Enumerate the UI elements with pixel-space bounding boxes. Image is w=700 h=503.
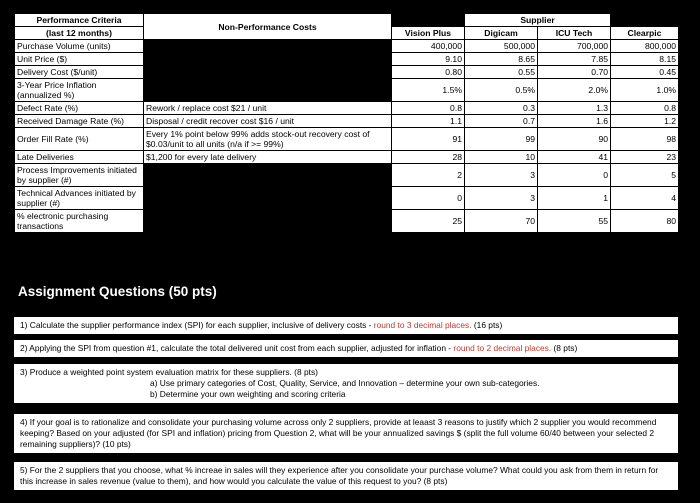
npc-header: Non-Performance Costs [144, 14, 392, 40]
supplier-header: Supplier [465, 14, 611, 27]
table-row: Order Fill Rate (%) Every 1% point below 99% adds stock-out recovery cost of $0.03/unit to all units (n/a if >= 99%) 91 99 90 98 [15, 128, 679, 151]
question-5: 5) For the 2 suppliers that you choose, what % increae in sales will they experience after you consolidate your purchase volume? What could you ask from them in return for this increase in sales revenue (value to them), and how would you calculate the value of this request to you? (8 pts) [14, 462, 678, 490]
criteria-header: Performance Criteria [15, 14, 144, 27]
table-row: Process Improvements initiated by supplier (#) 2 3 0 5 [15, 164, 679, 187]
performance-table [14, 13, 679, 233]
supplier-name: Clearpic [611, 27, 679, 40]
question-4: 4) If your goal is to rationalize and consolidate your purchasing volume across only 2 suppliers, provide at leaast 3 reasons to justify which 2 supplier you would recommend keeping? Based on your adjusted (for SPI and inflation) pricing from Question 2, what will be your annualized savings $ (split the full volume 60/40 between your selected 2 remaining suppliers)? (10 pts) [14, 414, 678, 453]
table-row: % electronic purchasing transactions 25 70 55 80 [15, 210, 679, 233]
table-row: Purchase Volume (units) 400,000 500,000 700,000 800,000 [15, 40, 679, 53]
table-row: 3-Year Price Inflation (annualized %) 1.5% 0.5% 2.0% 1.0% [15, 79, 679, 102]
table-row: Unit Price ($) 9.10 8.65 7.85 8.15 [15, 53, 679, 66]
supplier-data-table [14, 13, 678, 233]
table-row: Late Deliveries $1,200 for every late delivery 28 10 41 23 [15, 151, 679, 164]
question-3a: a) Use primary categories of Cost, Quality, Service, and Innovation – determine your own sub-categories. [150, 378, 540, 388]
table-row: Delivery Cost ($/unit) 0.80 0.55 0.70 0.45 [15, 66, 679, 79]
table-row: Defect Rate (%) Rework / replace cost $21 / unit 0.8 0.3 1.3 0.8 [15, 102, 679, 115]
supplier-name: Digicam [465, 27, 538, 40]
criteria-header-period: (last 12 months) [15, 27, 144, 40]
question-2: 2) Applying the SPI from question #1, calculate the total delivered unit cost from each supplier, adjusted for inflation - round to 2 decimal places. (8 pts) [14, 340, 678, 357]
supplier-name: ICU Tech [538, 27, 611, 40]
assignment-title: Assignment Questions (50 pts) [18, 284, 217, 299]
table-row: Received Damage Rate (%) Disposal / credit recover cost $16 / unit 1.1 0.7 1.6 1.2 [15, 115, 679, 128]
supplier-name: Vision Plus [392, 27, 465, 40]
table-row: Technical Advances initiated by supplier (#) 0 3 1 4 [15, 187, 679, 210]
question-3b: b) Determine your own weighting and scoring criteria [150, 389, 346, 399]
assignment-section [14, 276, 678, 498]
question-3: 3) Produce a weighted point system evaluation matrix for these suppliers. (8 pts) a) Use primary categories of Cost, Quality, Service, and Innovation – determine your own sub-categories. b) Determine your own weighting and scoring criteria [14, 364, 678, 403]
question-1: 1) Calculate the supplier performance index (SPI) for each supplier, inclusive of delivery costs - round to 3 decimal places. (16 pts) [14, 317, 678, 334]
